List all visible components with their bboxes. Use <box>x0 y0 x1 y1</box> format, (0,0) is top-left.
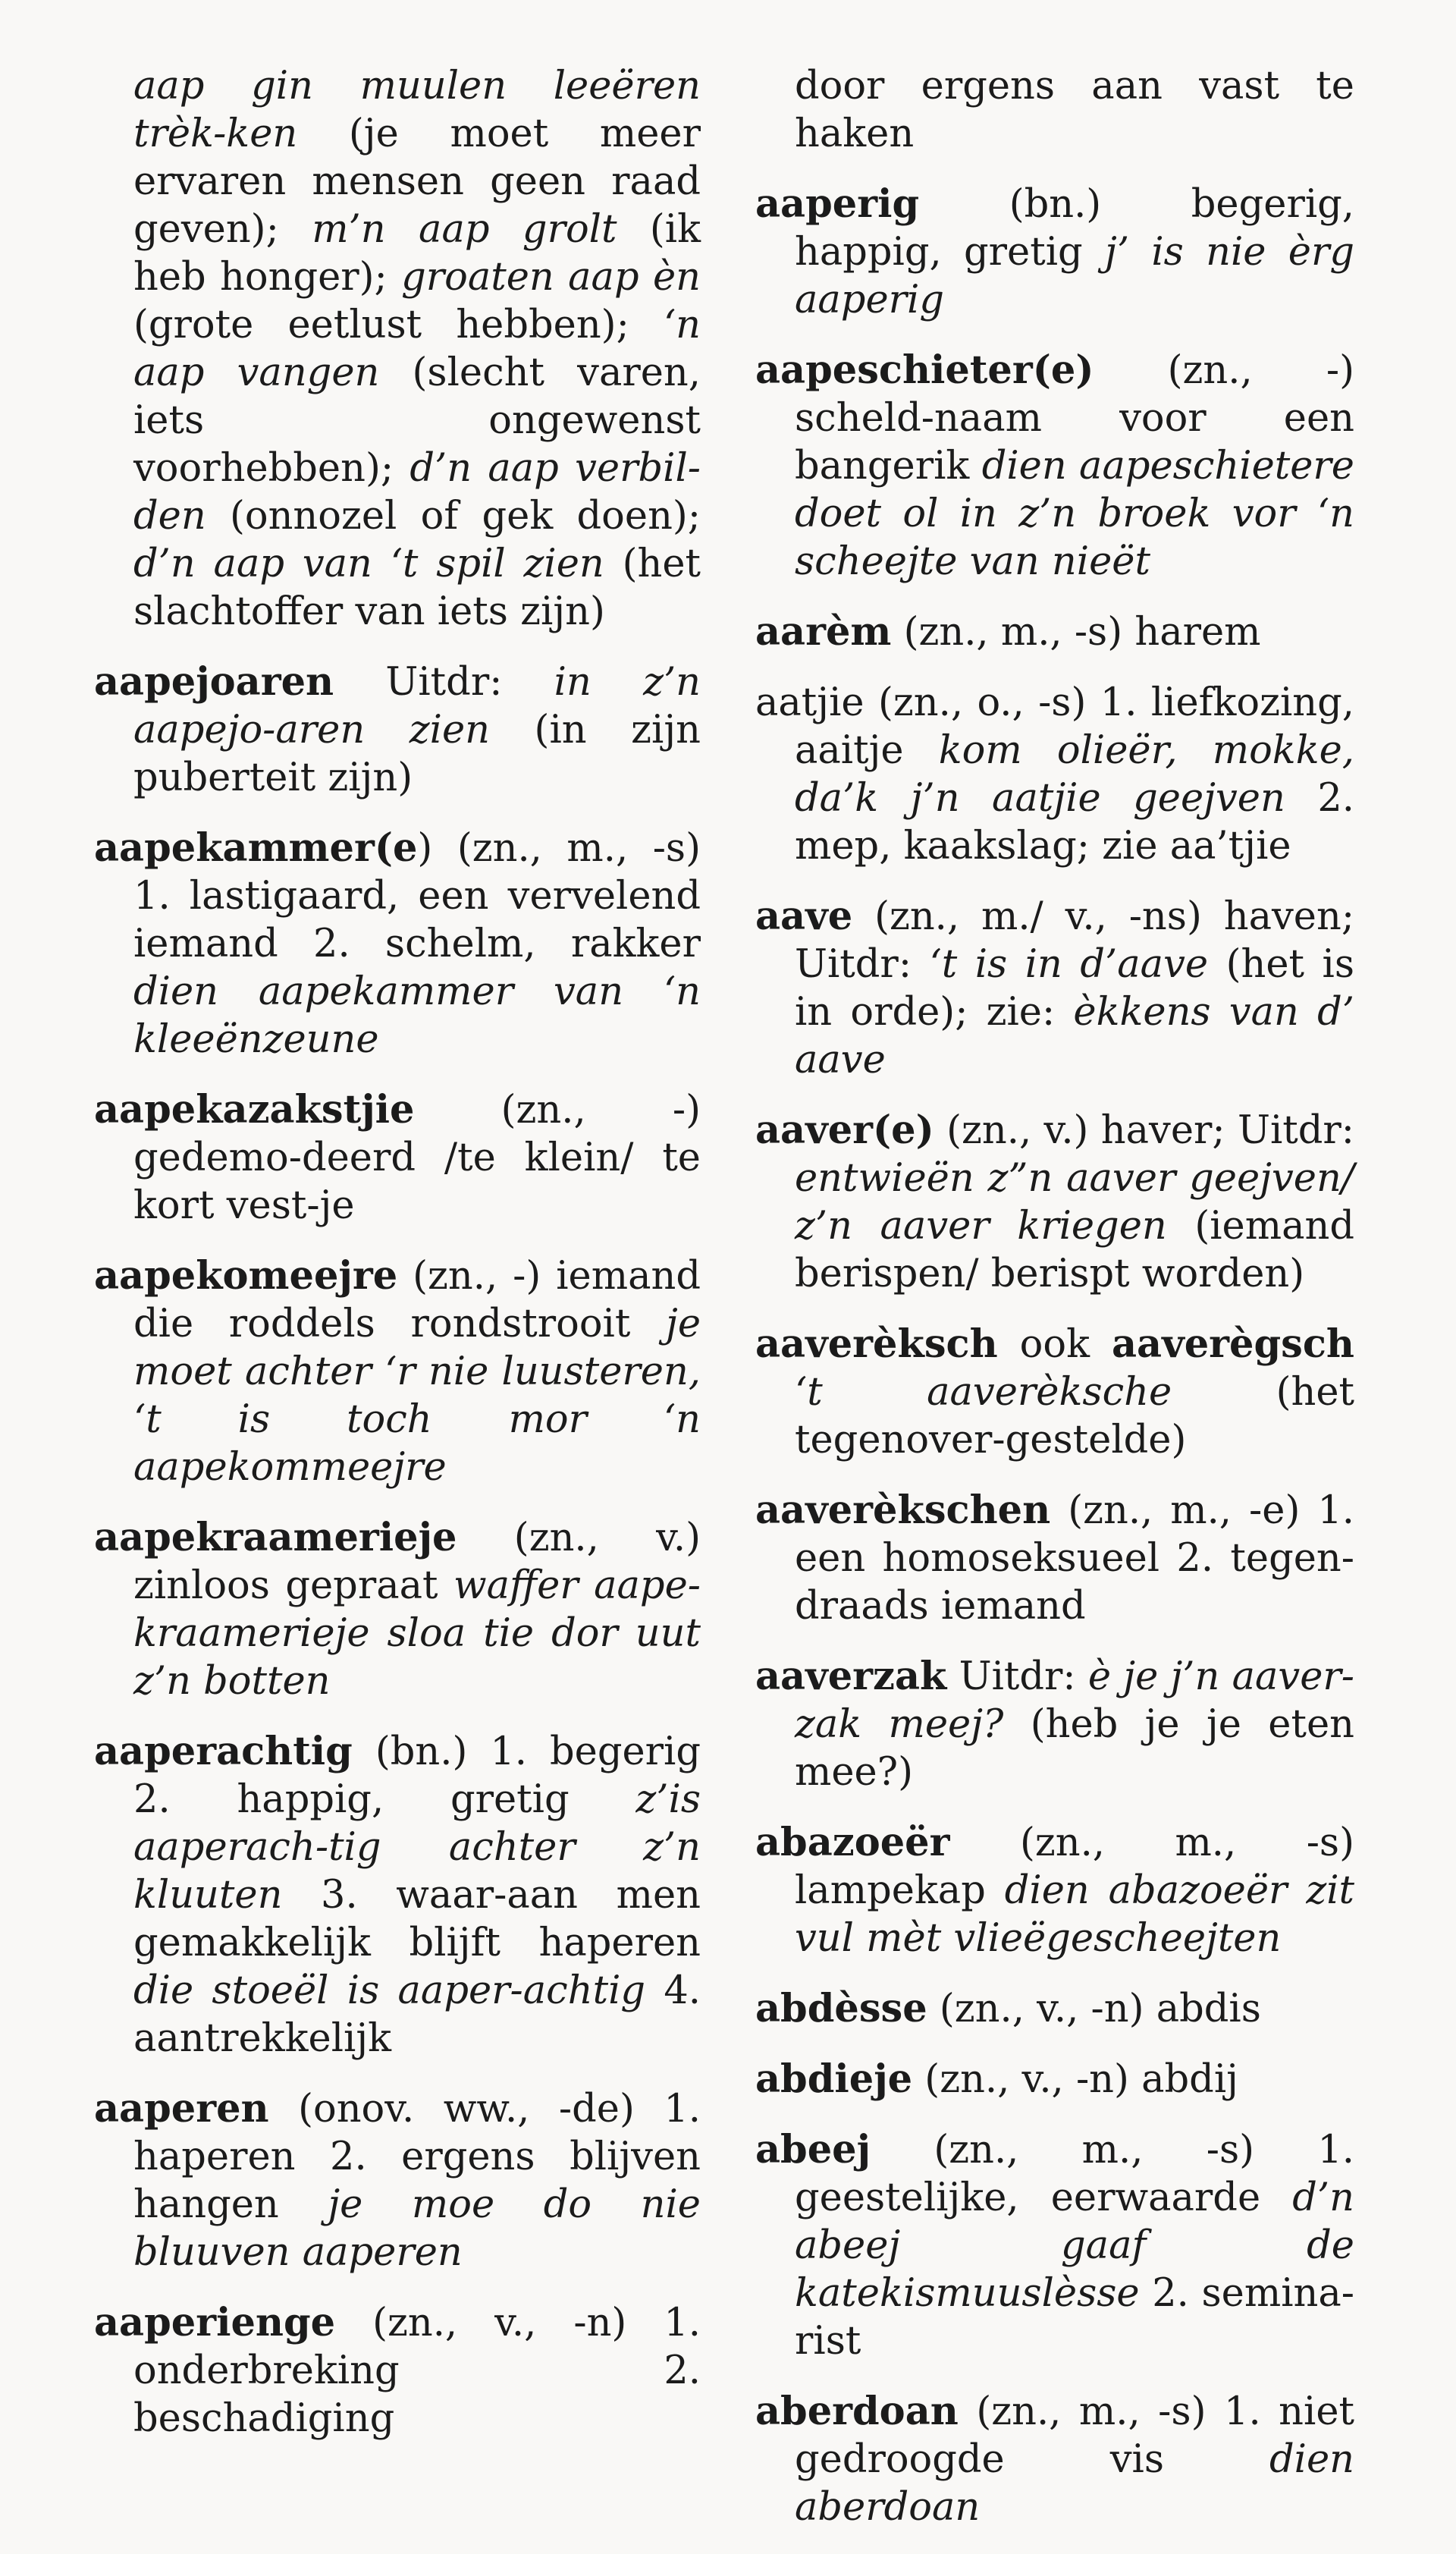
example-phrase: j’ is nie èrg aaperig <box>795 230 1354 322</box>
definition-text: (zn., m., -s) 1. geestelijke, eerwaarde <box>795 2128 1354 2220</box>
example-phrase: ‘n aap vangen <box>133 303 701 395</box>
example-phrase: dien aapekammer van ‘n kleeënzeune <box>133 969 701 1062</box>
definition-text: (het slachtoffer van iets zijn) <box>133 542 701 634</box>
entry-continuation <box>94 62 701 636</box>
definition-text: (zn., v., -n) abdis <box>927 1987 1261 2031</box>
example-phrase: d’n abeej gaaf de katekismuuslèsse <box>795 2175 1354 2316</box>
definition-text: (heb je je eten mee?) <box>795 1702 1354 1795</box>
example-phrase: aap gin muulen leeëren trèk-ken <box>133 64 701 156</box>
dictionary-entry <box>94 1514 701 1705</box>
definition-text: (zn., m., -e) 1. een homoseksueel 2. tegen-draads iemand <box>795 1488 1354 1629</box>
headword: aaverègsch <box>1112 1321 1354 1367</box>
dictionary-entry <box>755 1985 1354 2033</box>
example-phrase: m’n aap grolt <box>312 207 617 252</box>
headword: aave <box>755 894 853 939</box>
dictionary-entry <box>755 679 1354 870</box>
example-phrase: dien aberdoan <box>795 2437 1354 2530</box>
definition-text: (zn., -) scheld-naam voor een bangerik <box>795 348 1354 488</box>
example-phrase: ‘t aaverèksche <box>795 1370 1172 1415</box>
definition-text: (ik heb honger); <box>133 207 701 300</box>
headword: aapekazakstjie <box>94 1087 415 1132</box>
example-phrase: groaten aap èn <box>401 255 701 300</box>
example-phrase: dien abazoeër zit vul mèt vlieëgescheejten <box>795 1868 1354 1961</box>
definition-text: (zn., m., -s) 1. niet gedroogde vis <box>795 2389 1354 2482</box>
dictionary-entry <box>94 658 701 802</box>
dictionary-entry <box>94 1086 701 1230</box>
dictionary-entry <box>755 1107 1354 1298</box>
definition-text: (je moet meer ervaren mensen geen raad geven); <box>133 112 701 252</box>
dictionary-entry <box>755 2388 1354 2531</box>
definition-text: (bn.) 1. begerig 2. happig, gretig <box>133 1729 701 1822</box>
example-phrase: ‘t is in d’aave <box>929 942 1209 987</box>
headword: aaverèksch <box>755 1321 998 1367</box>
dictionary-entry <box>94 1728 701 2062</box>
example-phrase: in z’n aapejo-aren zien <box>133 660 701 752</box>
headword: abazoeër <box>755 1820 950 1865</box>
definition-text: 3. waar-aan men gemakkelijk blijft haperen <box>133 1873 701 1965</box>
definition-text: 2. mep, kaakslag; zie aa’tjie <box>795 776 1354 869</box>
definition-text: aatjie (zn., o., -s) 1. liefkozing, aaitje <box>755 680 1354 773</box>
definition-text: (bn.) begerig, happig, gretig <box>795 182 1354 275</box>
example-phrase: je moet achter ‘r nie luusteren, ‘t is toch mor ‘n aapekommeejre <box>133 1302 701 1490</box>
headword: aapekomeejre <box>94 1253 398 1299</box>
headword: aapekraamerieje <box>94 1515 457 1560</box>
example-phrase: waffer aape-kraamerieje sloa tie dor uut z’n botten <box>133 1563 701 1704</box>
definition-text: (zn., -) gedemo-deerd /te klein/ te kort vest-je <box>133 1088 701 1228</box>
headword: aaver(e) <box>755 1107 934 1153</box>
example-phrase: d’n aap van ‘t spil zien <box>133 542 604 586</box>
dictionary-entry <box>755 1819 1354 1962</box>
example-phrase: dien aapeschietere doet ol in z’n broek vor ‘n scheejte van nieët <box>795 444 1354 584</box>
headword: abdèsse <box>755 1986 927 2031</box>
example-phrase: je moe do nie bluuven aaperen <box>133 2182 701 2275</box>
definition-text: 2. semina-rist <box>795 2271 1354 2364</box>
definition-text: (het is in orde); zie: <box>795 942 1354 1035</box>
example-phrase: die stoeël is aaper-achtig <box>133 1968 646 2013</box>
definition-text: Uitdr: <box>334 660 554 705</box>
dictionary-entry <box>755 181 1354 324</box>
definition-text: (zn., v.) haver; Uitdr: <box>934 1108 1354 1153</box>
dictionary-entry <box>755 1321 1354 1464</box>
dictionary-entry <box>94 2085 701 2276</box>
dictionary-entry <box>755 2126 1354 2365</box>
definition-text: (zn., m./ v., -ns) haven; Uitdr: <box>795 894 1354 987</box>
dictionary-entry <box>755 1487 1354 1630</box>
headword: aapekammer(e <box>94 825 418 871</box>
headword: aaperachtig <box>94 1729 353 1774</box>
dictionary-entry <box>94 825 701 1063</box>
dictionary-entry <box>755 893 1354 1084</box>
headword: aberdoan <box>755 2389 959 2434</box>
example-phrase: d’n aap verbil-den <box>133 446 701 539</box>
dictionary-entry <box>94 1252 701 1491</box>
dictionary-entry <box>755 347 1354 586</box>
example-phrase: z’is aaperach-tig achter z’n kluuten <box>133 1777 701 1918</box>
headword: aaperig <box>755 181 920 227</box>
definition-text: (slecht varen, iets ongewenst voorhebben); <box>133 350 701 491</box>
definition-text: (het tegenover-gestelde) <box>795 1370 1354 1462</box>
definition-text: (onnozel of gek doen); <box>206 494 701 539</box>
definition-text: (zn., v., -n) 1. onderbreking 2. beschadiging <box>133 2301 701 2441</box>
definition-text: (grote eetlust hebben); <box>133 303 664 347</box>
example-phrase: èkkens van d’ aave <box>795 990 1354 1082</box>
headword: aapeschieter(e) <box>755 347 1094 393</box>
definition-text: ) (zn., m., -s) 1. lastigaard, een vervelend iemand 2. schelm, rakker <box>133 826 701 966</box>
definition-text: (zn., m., -s) harem <box>891 610 1261 655</box>
example-phrase: entwieën z”n aaver geejven/ z’n aaver kriegen <box>795 1156 1354 1249</box>
entry-continuation <box>755 62 1354 158</box>
example-phrase: kom olieër, mokke, da’k j’n aatjie geejven <box>795 728 1355 821</box>
headword: aaverèkschen <box>755 1487 1051 1533</box>
headword: aapejoaren <box>94 659 334 705</box>
headword: aarèm <box>755 609 892 655</box>
definition-text: ook <box>997 1322 1112 1367</box>
right-column <box>755 62 1354 2554</box>
dictionary-entry <box>755 1653 1354 1796</box>
headword: aaperen <box>94 2086 269 2131</box>
headword: abeej <box>755 2127 871 2172</box>
definition-text: (zn., -) iemand die roddels rondstrooit <box>133 1254 701 1346</box>
definition-text: (zn., m., -s) lampekap <box>795 1820 1354 1913</box>
headword: aaperienge <box>94 2300 336 2345</box>
definition-text: Uitdr: <box>946 1654 1088 1699</box>
definition-text: (zn., v.) zinloos gepraat <box>133 1516 701 1608</box>
definition-text: (in zijn puberteit zijn) <box>133 708 701 800</box>
definition-text: 4. aantrekkelijk <box>133 1968 701 2061</box>
definition-text: door ergens aan vast te haken <box>795 64 1354 156</box>
definition-text: (iemand berispen/ berispt worden) <box>795 1204 1354 1296</box>
dictionary-entry <box>755 2056 1354 2103</box>
headword: aaverzak <box>755 1654 947 1699</box>
left-column <box>94 62 701 2465</box>
example-phrase: è je j’n aaver-zak meej? <box>795 1654 1354 1747</box>
dictionary-entry <box>755 608 1354 656</box>
headword: abdieje <box>755 2056 913 2102</box>
definition-text: (onov. ww., -de) 1. haperen 2. ergens blijven hangen <box>133 2087 701 2227</box>
dictionary-entry <box>94 2299 701 2442</box>
definition-text: (zn., v., -n) abdij <box>912 2057 1238 2102</box>
